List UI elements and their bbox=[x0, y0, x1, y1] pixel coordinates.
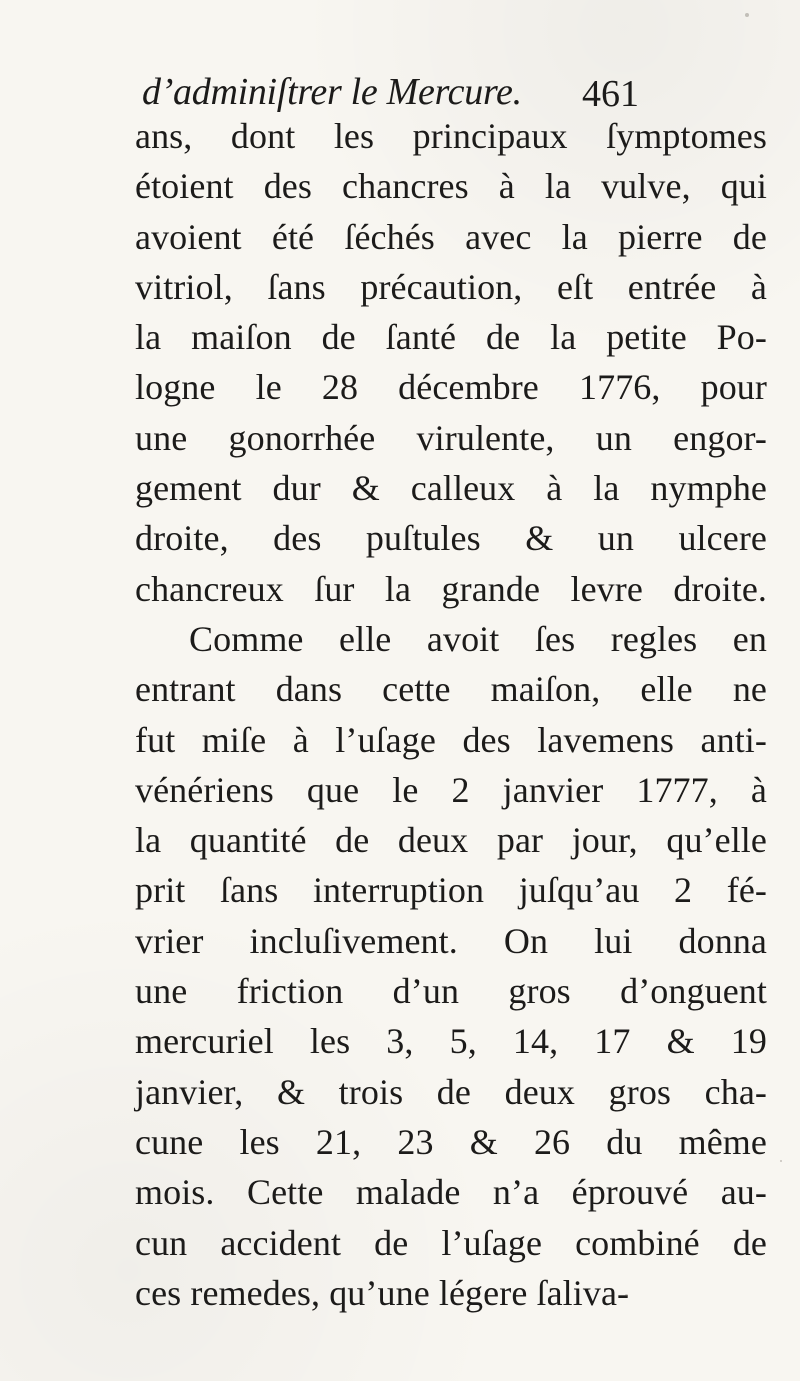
text-line-18: une friction d’un gros d’onguent bbox=[135, 971, 767, 1012]
body-text bbox=[135, 111, 767, 1318]
text-line-2: étoient des chancres à la vulve, qui bbox=[135, 166, 767, 207]
text-line-21: cune les 21, 23 & 26 du même bbox=[135, 1121, 767, 1162]
running-title: d’adminiſtrer le Mercure. bbox=[142, 71, 522, 113]
text-line-12: entrant dans cette maiſon, elle ne bbox=[135, 669, 767, 710]
paper-speck bbox=[745, 13, 749, 17]
page-number: 461 bbox=[582, 73, 639, 115]
text-line-14: vénériens que le 2 janvier 1777, à bbox=[135, 769, 767, 810]
paper-speck bbox=[780, 1160, 782, 1162]
text-line-3: avoient été ſéchés avec la pierre de bbox=[135, 216, 767, 257]
text-line-17: vrier incluſivement. On lui donna bbox=[135, 920, 767, 961]
text-line-19: mercuriel les 3, 5, 14, 17 & 19 bbox=[135, 1021, 767, 1062]
text-line-15: la quantité de deux par jour, qu’elle bbox=[135, 820, 767, 861]
text-line-20: janvier, & trois de deux gros cha- bbox=[135, 1071, 767, 1112]
text-line-16: prit ſans interruption juſqu’au 2 fé- bbox=[135, 870, 767, 911]
text-line-1: ans, dont les principaux ſymptomes bbox=[135, 116, 767, 156]
text-line-9: droite, des puſtules & un ulcere bbox=[135, 518, 767, 559]
text-line-24: ces remedes, qu’une légere ſaliva- bbox=[135, 1272, 630, 1313]
text-line-10: chancreux ſur la grande levre droite. bbox=[135, 568, 767, 609]
text-line-8: gement dur & calleux à la nymphe bbox=[135, 468, 767, 509]
text-line-5: la maiſon de ſanté de la petite Po- bbox=[135, 317, 767, 358]
text-line-4: vitriol, ſans précaution, eſt entrée à bbox=[135, 266, 767, 307]
text-line-11: Comme elle avoit ſes regles en bbox=[189, 618, 767, 659]
text-line-6: logne le 28 décembre 1776, pour bbox=[135, 367, 767, 408]
text-line-23: cun accident de l’uſage combiné de bbox=[135, 1222, 767, 1263]
text-line-22: mois. Cette malade n’a éprouvé au- bbox=[135, 1172, 767, 1213]
text-line-13: fut miſe à l’uſage des lavemens anti- bbox=[135, 719, 767, 760]
paper-speck bbox=[625, 1294, 628, 1297]
text-line-7: une gonorrhée virulente, un engor- bbox=[135, 417, 767, 458]
